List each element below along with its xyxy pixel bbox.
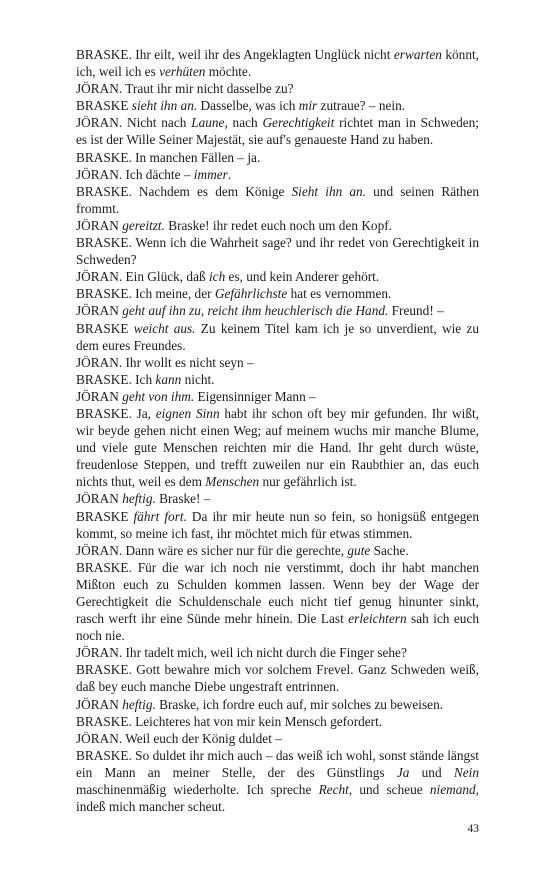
stage-direction-text: ich xyxy=(208,269,226,285)
stage-direction-text: gereitzt. xyxy=(122,217,165,233)
dialogue-text: BRASKE. Nachdem es dem Könige xyxy=(76,183,292,199)
dialogue-text: Eigensinniger Mann – xyxy=(194,388,316,404)
dialogue-text: BRASKE xyxy=(76,508,134,524)
dialogue-text: und seinen Räthen frommt. xyxy=(76,183,479,216)
dialogue-text: Braske! – xyxy=(155,491,211,507)
stage-direction-text: Sieht ihn an. xyxy=(291,183,367,199)
dialogue-text: JÖRAN. Ich dächte – xyxy=(76,166,194,182)
dialogue-text: JÖRAN xyxy=(76,491,123,507)
dialogue-paragraph xyxy=(76,713,479,730)
dialogue-paragraph xyxy=(76,234,479,268)
dialogue-text: könnt, ich, weil ich es xyxy=(76,47,479,80)
dialogue-paragraph xyxy=(76,405,479,490)
dialogue-paragraph xyxy=(76,644,479,661)
stage-direction-text: heftig. xyxy=(122,696,156,712)
dialogue-text: habt ihr schon oft bey mir gefunden. Ihr wißt, wir beyde gehen nicht einen Weg; auf meinem wuchs mir manche Blume, und viele gute Menschen reichten mir die Hand. Ihr geht durch wüste, freudenlose Steppen, und trefft zuweilen nur ein Raubthier an, das euch nichts thut, weil es dem xyxy=(76,405,479,490)
stage-direction-text: erwarten xyxy=(393,47,442,62)
dialogue-paragraph xyxy=(76,149,479,166)
dialogue-paragraph xyxy=(76,320,479,354)
stage-direction-text: gute xyxy=(347,542,371,558)
dialogue-paragraph xyxy=(76,730,479,747)
dialogue-text: JÖRAN xyxy=(76,696,123,712)
dialogue-text: . Dasselbe, was ich xyxy=(193,98,299,114)
dialogue-paragraph xyxy=(76,508,479,542)
dialogue-text: JÖRAN. Ihr tadelt mich, weil ich nicht durch die Finger sehe? xyxy=(76,645,407,661)
dialogue-text: BRASKE. Ich xyxy=(76,371,156,387)
dialogue-text: JÖRAN. Dann wäre es sicher nur für die gerechte, xyxy=(76,542,348,558)
stage-direction-text: geht auf ihn zu, reicht ihm heuchlerisch die Hand. xyxy=(122,303,389,319)
stage-direction-text: mir xyxy=(298,98,318,114)
stage-direction-text: immer xyxy=(193,166,228,182)
dialogue-text: BRASKE. Ja, xyxy=(76,405,156,421)
dialogue-text: , nach xyxy=(224,115,263,131)
dialogue-text: JÖRAN. Traut ihr mir nicht dasselbe zu? xyxy=(76,81,294,97)
dialogue-text: nicht. xyxy=(181,371,215,387)
dialogue-text: BRASKE. Gott bewahre mich vor solchem Frevel. Ganz Schweden weiß, daß bey euch manche Diebe ungestraft entrinnen. xyxy=(76,662,479,695)
dialogue-text: JÖRAN xyxy=(76,388,123,404)
stage-direction-text: erleichtern xyxy=(348,611,407,627)
stage-direction-text: Gerechtigkeit xyxy=(262,115,335,131)
stage-direction-text: niemand xyxy=(429,782,476,798)
dialogue-text: zutraue? – nein. xyxy=(317,98,406,114)
dialogue-text: JÖRAN. Nicht nach xyxy=(76,115,192,131)
dialogue-text: JÖRAN. Ihr wollt es nicht seyn – xyxy=(76,354,254,370)
dialogue-text: BRASKE. Wenn ich die Wahrheit sage? und ihr redet von Gerechtigkeit in Schweden? xyxy=(76,235,479,268)
dialogue-paragraph xyxy=(76,166,479,183)
dialogue-text: BRASKE xyxy=(76,320,134,336)
dialogue-text: maschinenmäßig wiederholte. Ich spreche xyxy=(76,782,319,798)
dialogue-text: richtet man in Schweden; es ist der Wille Seiner Majestät, sie auf's genaueste Hand zu haben. xyxy=(76,115,479,148)
dialogue-text: es, und kein Anderer gehört. xyxy=(225,269,380,285)
dialogue-text: , und scheue xyxy=(348,782,430,798)
stage-direction-text: verhüten xyxy=(159,64,206,80)
stage-direction-text: weicht aus. xyxy=(133,320,196,336)
stage-direction-text: Recht xyxy=(318,782,349,798)
dialogue-text: Freund! – xyxy=(388,303,444,319)
dialogue-text: BRASKE. Ich meine, der xyxy=(76,286,215,302)
dialogue-text: JÖRAN. Weil euch der König duldet – xyxy=(76,730,282,746)
dialogue-paragraph xyxy=(76,747,479,815)
stage-direction-text: geht von ihm. xyxy=(122,388,195,404)
stage-direction-text: Ja xyxy=(396,764,410,780)
dialogue-text: JÖRAN. Ein Glück, daß xyxy=(76,269,209,285)
dialogue-text: BRASKE. So duldet ihr mich auch – das weiß ich wohl, sonst stände längst ein Mann an meiner Stelle, der des Günstlings xyxy=(76,747,479,780)
dialogue-paragraph xyxy=(76,80,479,97)
dialogue-text: JÖRAN xyxy=(76,217,123,233)
stage-direction-text: heftig. xyxy=(122,491,156,507)
dialogue-paragraph xyxy=(76,661,479,695)
stage-direction-text: Gefährlichste xyxy=(214,286,288,302)
dialogue-paragraph xyxy=(76,183,479,217)
dialogue-paragraph xyxy=(76,559,479,644)
dialogue-text: hat es vernommen. xyxy=(287,286,392,302)
dialogue-text: Braske, ich fordre euch auf, mir solches zu beweisen. xyxy=(155,696,444,712)
dialogue-paragraph xyxy=(76,542,479,559)
stage-direction-text: eignen Sinn xyxy=(155,405,220,421)
dialogue-text: und xyxy=(409,764,454,780)
dialogue-text: JÖRAN xyxy=(76,303,123,319)
dialogue-text: , indeß mich mancher scheut. xyxy=(76,782,479,815)
dialogue-text: Da ihr mir heute nun so fein, so honigsüß entgegen kommt, so meine ich fast, ihr möchtet mich für etwas stimmen. xyxy=(76,508,479,541)
dialogue-paragraph xyxy=(76,46,479,80)
dialogue-text: BRASKE. In manchen Fällen – ja. xyxy=(76,149,261,165)
page-number: 43 xyxy=(467,823,479,835)
stage-direction-text: Nein xyxy=(453,764,479,780)
dialogue-paragraph xyxy=(76,114,479,148)
dialogue-text: sah ich euch noch nie. xyxy=(76,611,479,644)
dialogue-paragraph xyxy=(76,490,479,507)
dialogue-paragraph xyxy=(76,388,479,405)
dialogue-text: Sache. xyxy=(370,542,409,558)
dialogue-paragraph xyxy=(76,371,479,388)
dialogue-paragraph xyxy=(76,302,479,319)
dialogue-paragraph xyxy=(76,285,479,302)
dialogue-paragraph xyxy=(76,354,479,371)
dialogue-paragraph xyxy=(76,268,479,285)
stage-direction-text: kann xyxy=(155,371,182,387)
dialogue-text: BRASKE. Ihr eilt, weil ihr des Angeklagten Unglück nicht xyxy=(76,47,394,62)
dialogue-text: nur gefährlich ist. xyxy=(259,474,357,490)
stage-direction-text: sieht ihn an xyxy=(131,98,194,114)
drama-text-block xyxy=(76,46,479,815)
dialogue-paragraph xyxy=(76,217,479,234)
dialogue-text: . xyxy=(227,166,232,182)
dialogue-text: BRASKE. Für die war ich noch nie verstimmt, doch ihr habt manchen Mißton euch zu Schulden kommen lassen. Wenn bey der Wage der Gerechtigkeit die Schuldenschale euch nicht tief genug hinunter sinkt, rasch werft ihr eine Sünde mehr hinein. Die Last xyxy=(76,559,479,627)
stage-direction-text: fährt fort. xyxy=(133,508,187,524)
dialogue-paragraph xyxy=(76,696,479,713)
dialogue-text: Braske! ihr redet euch noch um den Kopf. xyxy=(164,217,392,233)
stage-direction-text: Menschen xyxy=(205,474,260,490)
stage-direction-text: Laune xyxy=(191,115,225,131)
dialogue-text: Zu keinem Titel kam ich je so unverdient, wie zu dem eures Freundes. xyxy=(76,320,479,353)
dialogue-text: BRASKE. Leichteres hat von mir kein Mensch gefordert. xyxy=(76,713,383,729)
dialogue-text: möchte. xyxy=(205,64,252,80)
dialogue-text: BRASKE xyxy=(76,98,132,114)
dialogue-paragraph xyxy=(76,97,479,114)
